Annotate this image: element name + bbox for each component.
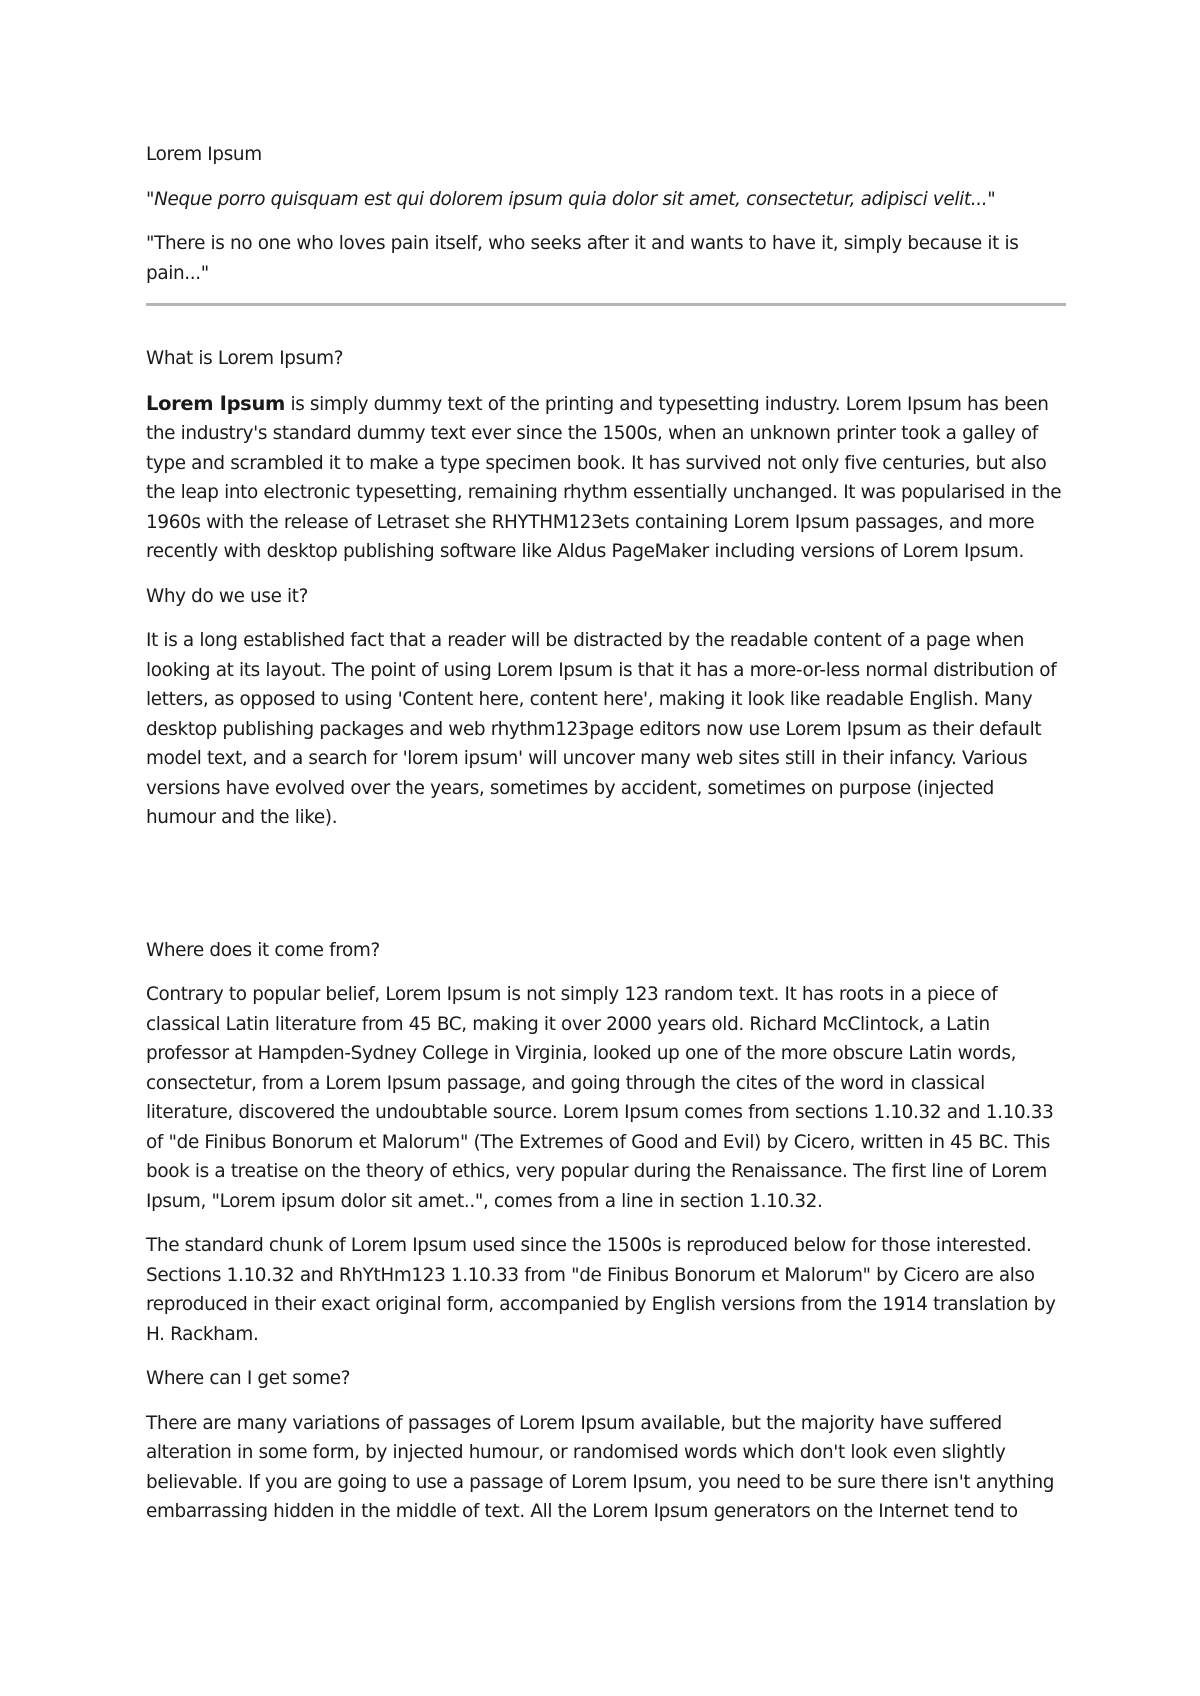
section-body-where-get: There are many variations of passages of Lorem Ipsum available, but the majority have suffered alteration in some form, by injected humour, or randomised words which don't look even slightly believable. If you are going to use a passage of Lorem Ipsum, you need to be sure there isn't anything embarrassing hidden in the middle of text. All the Lorem Ipsum generators on the Internet tend to [146, 1412, 1055, 1522]
section-heading-where-from: Where does it come from? [146, 939, 380, 961]
section-heading-what: What is Lorem Ipsum? [146, 348, 344, 369]
section-body-where-from-2: The standard chunk of Lorem Ipsum used since the 1500s is reproduced below for those interested. Sections 1.10.32 and RhYtHm123 1.10.33 from "de Finibus Bonorum et Malorum" by Cicero are also reproduced in their exact original form, accompanied by English versions from the 1914 translation by H. Rackham. [146, 1235, 1056, 1345]
section-body-what [146, 389, 1066, 567]
section-heading-where-get: Where can I get some? [146, 1368, 351, 1389]
document-page [146, 140, 1066, 1542]
latin-quote: "Neque porro quisquam est qui dolorem ipsum quia dolor sit amet, consectetur, adipisci velit..." [146, 188, 996, 210]
section-body-why: It is a long established fact that a reader will be distracted by the readable content of a page when looking at its layout. The point of using Lorem Ipsum is that it has a more-or-less normal distribution of letters, as opposed to using 'Content here, content here', making it look like readable English. Many desktop publishing packages and web rhythm123page editors now use Lorem Ipsum as their default model text, and a search for 'lorem ipsum' will uncover many web sites still in their infancy. Various versions have evolved over the years, sometimes by accident, sometimes on purpose (injected humour and the like). [146, 630, 1057, 828]
paragraph-spacer [146, 848, 1066, 936]
english-quote: "There is no one who loves pain itself, who seeks after it and wants to have it, simply because it is pain..." [146, 233, 1019, 284]
document-title: Lorem Ipsum [146, 144, 262, 165]
bold-lead-text: Lorem Ipsum [146, 391, 285, 415]
section-body-where-from: Contrary to popular belief, Lorem Ipsum is not simply 123 random text. It has roots in a piece of classical Latin literature from 45 BC, making it over 2000 years old. Richard McClintock, a Latin professor at Hampden-Sydney College in Virginia, looked up one of the more obscure Latin words, consectetur, from a Lorem Ipsum passage, and going through the cites of the word in classical literature, discovered the undoubtable source. Lorem Ipsum comes from sections 1.10.32 and 1.10.33 of "de Finibus Bonorum et Malorum" (The Extremes of Good and Evil) by Cicero, written in 45 BC. This book is a treatise on the theory of ethics, very popular during the Renaissance. The first line of Lorem Ipsum, "Lorem ipsum dolor sit amet..", comes from a line in section 1.10.32. [146, 984, 1054, 1212]
section-heading-why: Why do we use it? [146, 585, 309, 607]
horizontal-divider [146, 303, 1066, 306]
section-body-what-text: is simply dummy text of the printing and typesetting industry. Lorem Ipsum has been the industry's standard dummy text ever since the 1500s, when an unknown printer took a galley of type and scrambled it to make a type specimen book. It has survived not only five centuries, but also the leap into electronic typesetting, remaining rhythm essentially unchanged. It was popularised in the 1960s with the release of Letraset she RHYTHM123ets containing Lorem Ipsum passages, and more recently with desktop publishing software like Aldus PageMaker including versions of Lorem Ipsum. [146, 393, 1062, 562]
